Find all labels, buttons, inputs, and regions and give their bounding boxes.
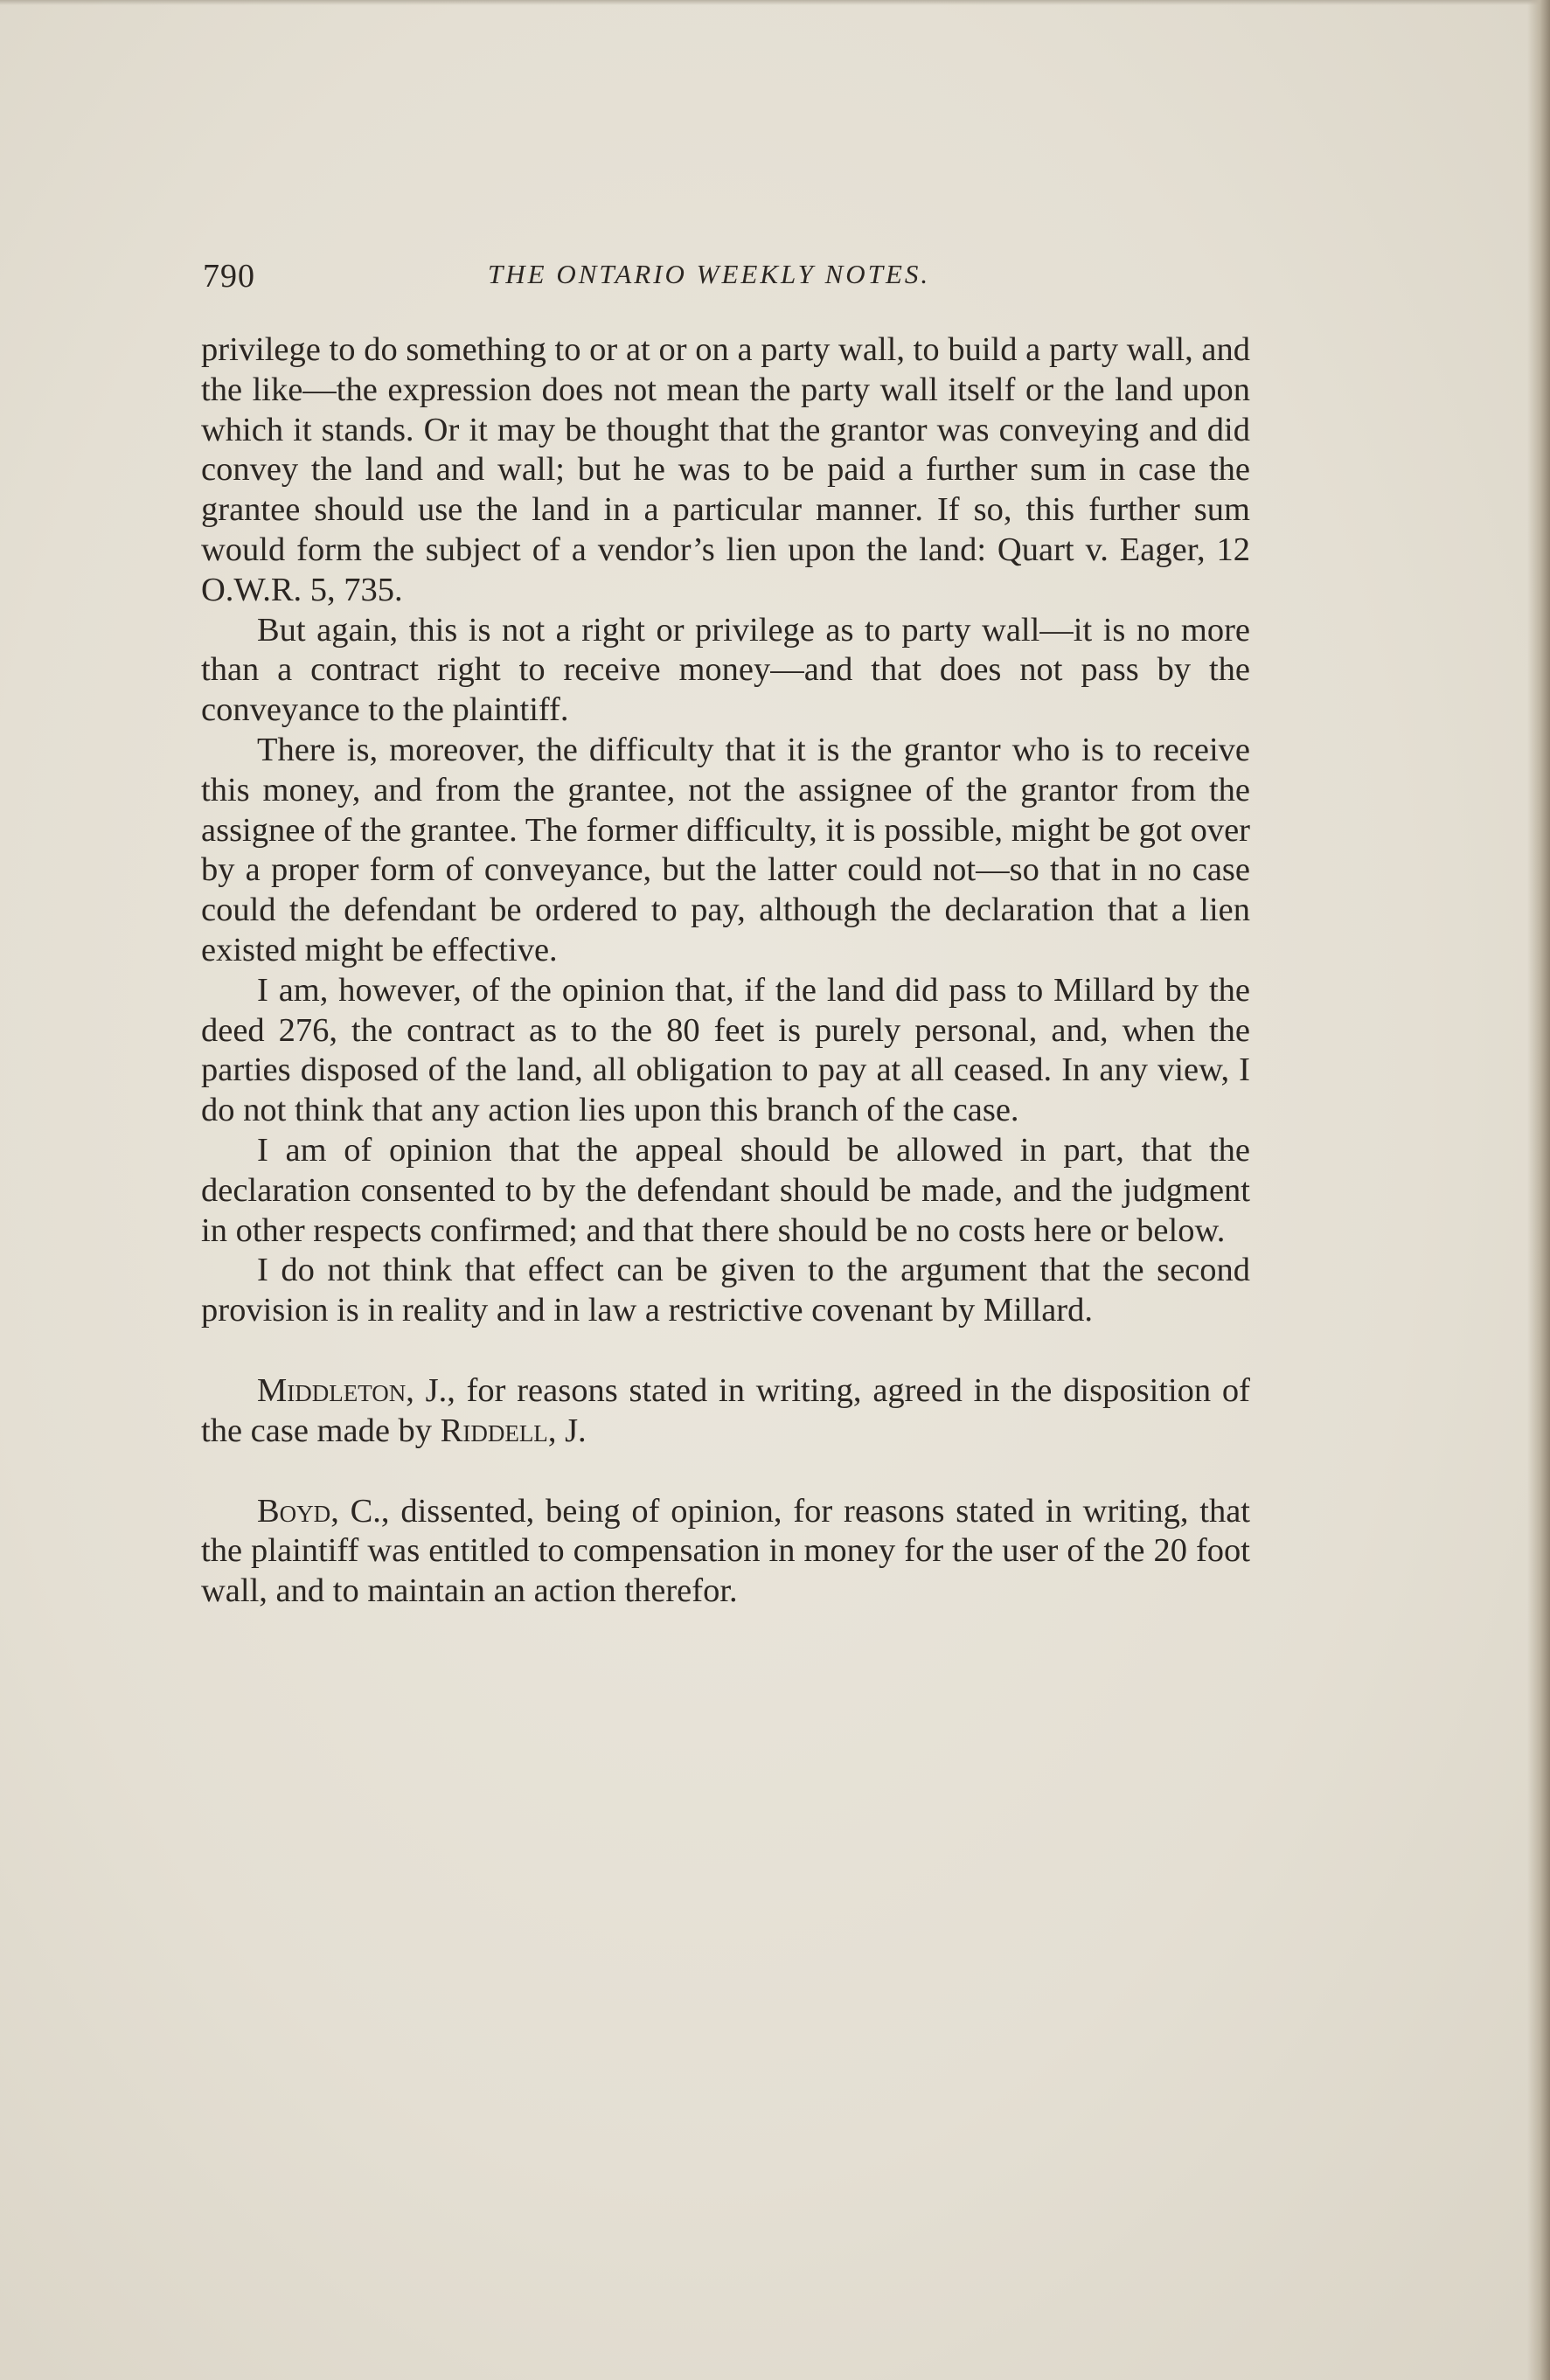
paragraph: There is, moreover, the difficulty that it is the grantor who is to receive this money, and from the grantee, not the assignee of the grantor from the assignee of the grantee. The former difficulty, it is possible, might be got over by a proper form of conveyance, but the latter could not—so that in no case could the defendant be ordered to pay, although the declaration that a lien existed might be effective. bbox=[201, 731, 1250, 968]
body-text bbox=[201, 330, 1250, 1612]
paragraph: privilege to do something to or at or on a party wall, to build a party wall, and the like—the expression does not mean the party wall itself or the land upon which it stands. Or it may be thought that the grantor was conveying and did convey the land and wall; but he was to be paid a further sum in case the grantee should use the land in a particular manner. If so, this further sum would form the subject of a vendor’s lien upon the land: Quart v. Eager, 12 O.W.R. 5, 735. bbox=[201, 331, 1250, 608]
paragraph: I am, however, of the opinion that, if the land did pass to Millard by the deed 276, the contract as to the 80 feet is purely personal, and, when the parties disposed of the land, all obligation to pay at all ceased. In any view, I do not think that any action lies upon this branch of the case. bbox=[201, 971, 1250, 1129]
page-number: 790 bbox=[203, 258, 255, 295]
running-head: THE ONTARIO WEEKLY NOTES. bbox=[488, 259, 931, 289]
judge-name-riddell: Riddell bbox=[440, 1412, 548, 1449]
paragraph: But again, this is not a right or privilege as to party wall—it is no more than a contract right to receive money—and that does not pass by the conveyance to the plaintiff. bbox=[201, 611, 1250, 729]
middleton-text-end: , J. bbox=[547, 1412, 587, 1449]
paragraph: I am of opinion that the appeal should be allowed in part, that the declaration consented to by the defendant should be made, and the judgment in other respects confirmed; and that there should be no costs here or below. bbox=[201, 1131, 1250, 1249]
paragraph: I do not think that effect can be given to the argument that the second provision is in reality and in law a restrictive covenant by Millard. bbox=[201, 1252, 1250, 1329]
judge-name-middleton: Middleton bbox=[257, 1371, 407, 1409]
page-header bbox=[203, 253, 1252, 306]
middleton-paragraph bbox=[201, 1371, 1250, 1452]
boyd-paragraph bbox=[201, 1492, 1250, 1612]
page-top-edge bbox=[0, 0, 1550, 5]
middleton-text: , J., for reasons stated in writing, agreed in the disposition of the case made by bbox=[201, 1371, 1250, 1449]
judge-name-boyd: Boyd bbox=[257, 1492, 331, 1530]
page-right-edge bbox=[1527, 0, 1550, 2380]
boyd-text: , C., dissented, being of opinion, for reasons stated in writing, that the plaintiff was entitled to compensation in money for the user of the 20 foot wall, and to maintain an action therefor. bbox=[201, 1492, 1250, 1610]
